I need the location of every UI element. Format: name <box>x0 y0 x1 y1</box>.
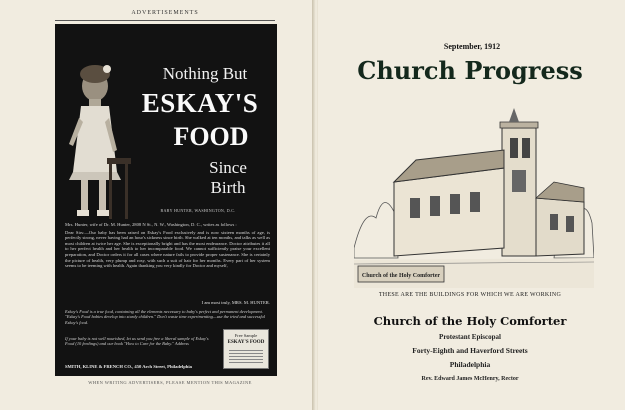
illustration-caption: THESE ARE THE BUILDINGS FOR WHICH WE ARE WORKING <box>378 292 562 298</box>
ad-headline-brand: ESKAY'S <box>141 88 259 118</box>
sample-label: Free Sample <box>234 333 258 338</box>
ad-headline-food: FOOD <box>173 122 249 151</box>
baby-photo <box>61 60 131 240</box>
eskays-food-advertisement <box>55 24 277 376</box>
testimonial-intro: Mrs. Hunter, wife of Dr. M. Hunter, 2808 N St., N. W., Washington, D. C., writes as follows : <box>65 222 237 227</box>
header-rule <box>55 20 275 21</box>
church-address: Forty-Eighth and Haverford Streets <box>412 346 528 355</box>
magazine-title: Church Progress <box>357 56 583 85</box>
page-footer: WHEN WRITING ADVERTISERS, PLEASE MENTION THIS MAGAZINE <box>88 380 252 385</box>
ad-product-text: Eskay's Food is a true food, containing all the elements necessary to baby's perfect and permanent development. "Eskay's Food babies develop into sturdy children." Don't waste time experimenting—use the tried and successful Eskay's food. <box>65 309 265 325</box>
church-city: Philadelphia <box>449 360 491 369</box>
sample-brand: ESKAY'S FOOD <box>227 340 265 345</box>
sample-text-lines <box>229 350 263 364</box>
photo-caption: BABY HUNTER, WASHINGTON, D.C. <box>160 208 236 213</box>
ad-headline-birth: Birth <box>210 178 246 197</box>
testimonial-letter: Dear Sirs:—Our baby has been raised on Eskay's Food exclusively and is now sixteen months of age, is perfectly strong, never having had an hour's sickness since birth. She walked at ten months, and talks as well as most children at twice her age. She is exceptionally bright and has the most endearance. Doctor attributes it all to her perfect health and her health to her incomparable food. We cannot sufficiently praise your excellent preparation, and Doctor orders it for all cases where nature fails to provide proper sustenance. She is certainly the picture of health, very plump and rosy, with such a suit of hair for her months. Every part of her system seems to be teeming with health. Again thanking you very kindly for Doctor and myself, <box>65 229 270 269</box>
free-sample-coupon <box>223 329 269 369</box>
church-name: Church of the Holy Comforter <box>373 314 567 328</box>
free-sample-offer: If your baby is not well nourished, let us send you free a liberal sample of Eskay's Food (10 feedings) and our book "How to Care for the Baby." Address <box>65 336 209 347</box>
ad-headline-since: Since <box>209 158 247 177</box>
ad-body-text <box>65 222 270 271</box>
page-header: ADVERTISEMENTS <box>131 10 199 16</box>
ad-headline-nothing-but: Nothing But <box>162 64 248 83</box>
denomination: Protestant Episcopal <box>439 333 501 341</box>
company-address: SMITH, KLINE & FRENCH CO., 450 Arch Street, Philadelphia <box>65 364 192 369</box>
rector-name: Rev. Edward James McHenry, Rector <box>421 376 519 382</box>
issue-date: September, 1912 <box>443 42 501 51</box>
cornerstone-text: Church of the Holy Comforter <box>361 273 441 279</box>
testimonial-signature: I am most truly, MRS. M. HUNTER. <box>201 300 270 305</box>
church-buildings-illustration <box>354 98 594 288</box>
